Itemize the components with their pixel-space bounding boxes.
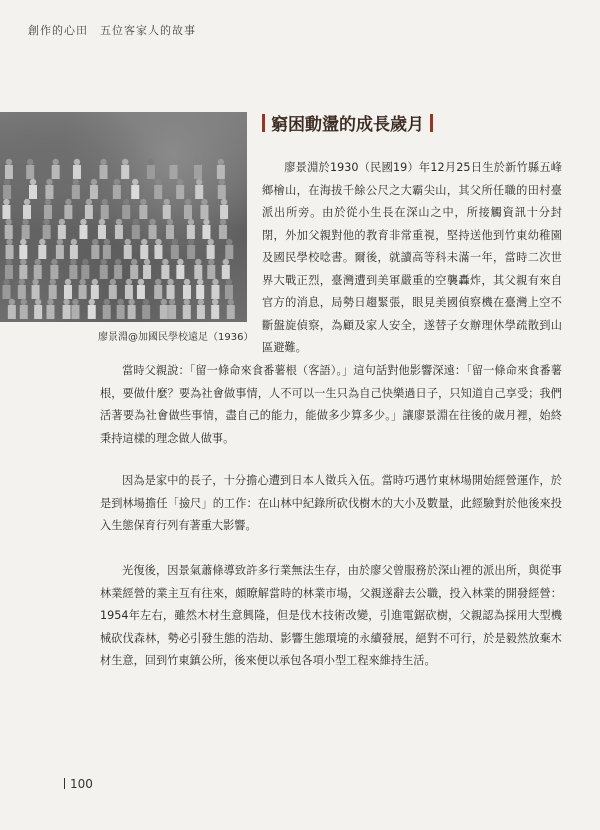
paragraph-2: 當時父親說：「留一條命來食番薯根（客語）。」這句話對他影響深遠：「留一條命來食番薯根，要做什麼？要為社會做事情，人不可以一生只為自己快樂過日子，只知道自己享受；我們活著要為社會做些事情，盡自己的能力，能做多少算多少。」讓廖景淵在往後的歲月裡，始終秉持這樣的理念做人做事。 xyxy=(100,364,562,445)
photo-caption: 廖景淵@加國民學校遠足（1936） xyxy=(98,332,254,343)
paragraph-1: 廖景淵於1930（民國19）年12月25日生於新竹縣五峰鄉檜山，在海拔千餘公尺之大霸尖山，其父所任職的田村臺派出所旁。由於從小生長在深山之中，所接觸資訊十分封閉，外加父親對他的教育非常重視，堅持送他到竹東幼稚園及國民學校唸書。爾後，就讀高等科未滿一年，當時二次世界大戰正烈，臺灣遭到美軍嚴重的空襲轟炸，其父親有來自官方的消息，局勢日趨緊張，眼見美國偵察機在臺灣上空不斷盤旋偵察，為顧及家人安全，遂替子女辦理休學疏散到山區避難。 xyxy=(262,161,562,354)
running-header: 創作的心田 五位客家人的故事 xyxy=(28,24,196,37)
paragraph-3: 因為是家中的長子，十分擔心遭到日本人徵兵入伍。當時巧遇竹東林場開始經營運作，於是到林場擔任「撿尺」的工作：在山林中紀錄所砍伐樹木的大小及數量，此經驗對於他後來投入生態保育行列有著重大影響。 xyxy=(100,474,562,532)
title-bar-right xyxy=(430,114,433,132)
group-photo-figures xyxy=(0,112,247,322)
section-title xyxy=(262,110,433,135)
page-number: 100 xyxy=(64,777,93,791)
paragraph-4: 光復後，因景氣蕭條導致許多行業無法生存，由於廖父曾服務於深山裡的派出所，與從事林業經營的業主互有往來，頗瞭解當時的林業市場，父親遂辭去公職，投入林業的開發經營：1954年左右，雖然木材生意興隆，但是伐木技術改變，引進電鋸砍樹，父親認為採用大型機械砍伐森林，勢必引發生態的浩劫、影響生態環境的永續發展，絕對不可行，於是毅然放棄木材生意，回到竹東鎮公所，後來便以承包各項小型工程來維持生活。 xyxy=(100,564,562,667)
page-number-rule xyxy=(64,778,65,789)
section-title-text: 窮困動盪的成長歲月 xyxy=(271,115,424,135)
title-bar-left xyxy=(262,114,265,132)
historical-photo xyxy=(0,112,247,322)
